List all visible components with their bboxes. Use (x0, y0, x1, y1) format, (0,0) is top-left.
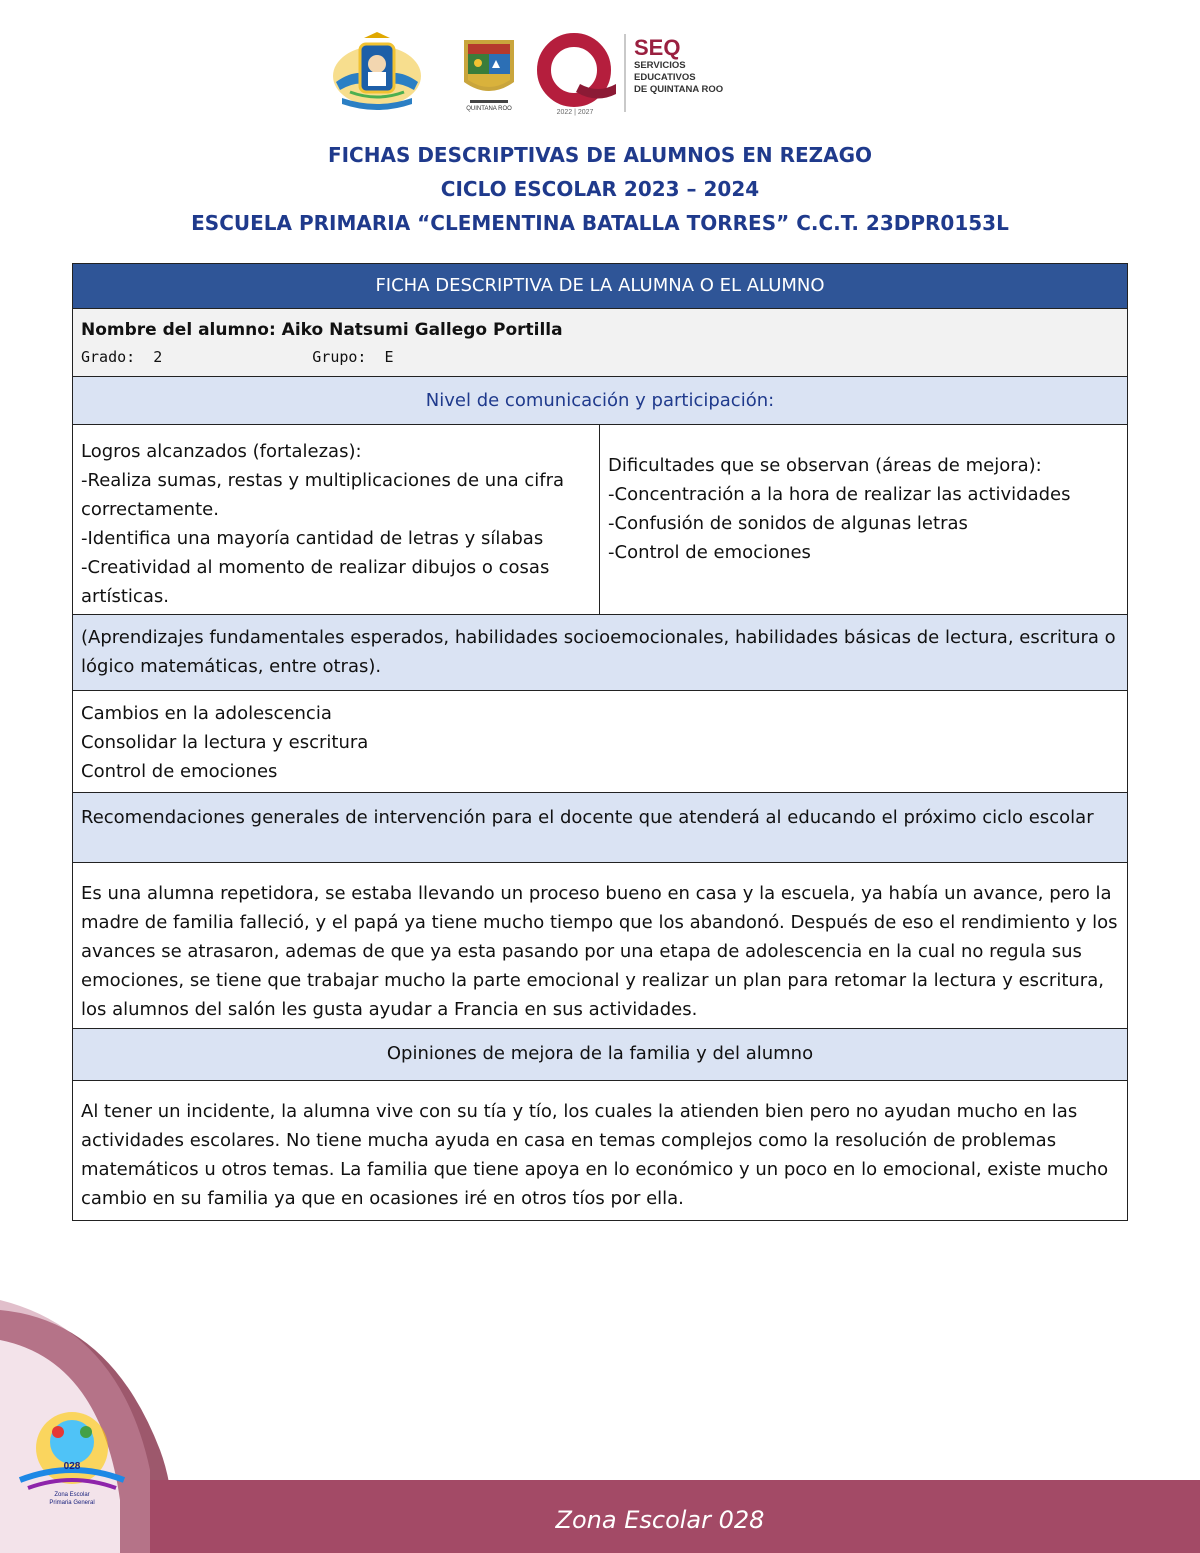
learning-items (73, 690, 1127, 792)
achievement-item: -Identifica una mayoría cantidad de letras y sílabas (81, 528, 544, 549)
logo-divider (624, 34, 626, 112)
seq-subtitle-2: EDUCATIVOS (634, 72, 696, 83)
student-name: Nombre del alumno: Aiko Natsumi Gallego Portilla (81, 320, 563, 340)
recommendations-body (73, 862, 1127, 1028)
group-label: Grupo: (312, 348, 367, 366)
title-line-2: CICLO ESCOLAR 2023 – 2024 (440, 177, 760, 201)
student-info (73, 308, 1127, 376)
quintana-roo-state-logo (458, 30, 520, 116)
recommendations-heading (73, 792, 1127, 862)
difficulty-item: -Control de emociones (608, 542, 811, 563)
learning-item: Control de emociones (81, 761, 278, 782)
state-logo-caption: QUINTANA ROO (466, 106, 512, 112)
opinions-heading: Opiniones de mejora de la familia y del alumno (73, 1028, 1127, 1080)
learning-item: Cambios en la adolescencia (81, 703, 332, 724)
achievements-difficulties (73, 424, 1127, 614)
q-government-logo (532, 32, 618, 116)
opinions-body (73, 1080, 1127, 1220)
footer-banner (0, 1300, 1200, 1553)
grade-group-line (81, 343, 1119, 371)
learning-heading-text: (Aprendizajes fundamentales esperados, habilidades socioemocionales, habilidades básicas de lectura, escritura o lógico matemáticas, entre otras). (81, 627, 1116, 677)
form-header: FICHA DESCRIPTIVA DE LA ALUMNA O EL ALUMNO (73, 264, 1127, 308)
header-logos (0, 28, 1200, 118)
achievements-title: Logros alcanzados (fortalezas): (81, 441, 362, 462)
municipal-coat-of-arms-logo (328, 30, 426, 118)
badge-number: 028 (63, 1461, 81, 1472)
zone-label: Zona Escolar 028 (555, 1506, 765, 1534)
difficulty-item: -Confusión de sonidos de algunas letras (608, 513, 968, 534)
difficulties-title: Dificultades que se observan (áreas de mejora): (608, 455, 1042, 476)
recommendations-heading-text: Recomendaciones generales de intervención para el docente que atenderá al educando el próximo ciclo escolar (81, 807, 1094, 828)
achievement-item: -Creatividad al momento de realizar dibujos o cosas artísticas. (81, 557, 550, 607)
grade-label: Grado: (81, 348, 136, 366)
group-value: E (384, 348, 394, 366)
learning-item: Consolidar la lectura y escritura (81, 732, 369, 753)
difficulty-item: -Concentración a la hora de realizar las actividades (608, 484, 1071, 505)
badge-caption-2: Primaria General (49, 1500, 95, 1506)
opinions-text: Al tener un incidente, la alumna vive con su tía y tío, los cuales la atienden bien pero no ayudan mucho en las actividades escolares. No tiene mucha ayuda en casa en temas complejos como la resolución de problemas matemáticos u otros temas. La familia que tiene apoya en lo económico y un poco en lo emocional, existe mucho cambio en su familia ya que en ocasiones iré en otros tíos por ella. (81, 1101, 1109, 1209)
badge-caption-1: Zona Escolar (54, 1492, 90, 1498)
title-line-1: FICHAS DESCRIPTIVAS DE ALUMNOS EN REZAGO (327, 143, 873, 167)
student-form (72, 263, 1128, 1221)
title-line-3: ESCUELA PRIMARIA “CLEMENTINA BATALLA TORRES” C.C.T. 23DPR0153L (191, 211, 1009, 235)
communication-level-heading: Nivel de comunicación y participación: (73, 376, 1127, 424)
learning-heading (73, 614, 1127, 690)
recommendations-text: Es una alumna repetidora, se estaba llevando un proceso bueno en casa y la escuela, ya había un avance, pero la madre de familia falleció, y el papá ya tiene mucho tiempo que los abandonó. Después de eso el rendimiento y los avances se atrasaron, ademas de que ya esta pasando por una etapa de adolescencia en la cual no regula sus emociones, se tiene que trabajar mucho la parte emocional y realizar un plan para retomar la lectura y escritura, los alumnos del salón les gusta ayudar a Francia en sus actividades. (81, 883, 1118, 1020)
difficulties-column (600, 425, 1127, 614)
document-titles (0, 138, 1200, 240)
grade-value: 2 (153, 348, 163, 366)
achievement-item: -Realiza sumas, restas y multiplicaciones de una cifra correctamente. (81, 470, 564, 520)
seq-logo (634, 36, 774, 96)
achievements-column (73, 425, 600, 614)
q-logo-caption: 2022 | 2027 (556, 109, 594, 116)
seq-subtitle-1: SERVICIOS (634, 60, 686, 71)
seq-name: SEQ (634, 35, 681, 60)
seq-subtitle-3: DE QUINTANA ROO (634, 84, 724, 95)
